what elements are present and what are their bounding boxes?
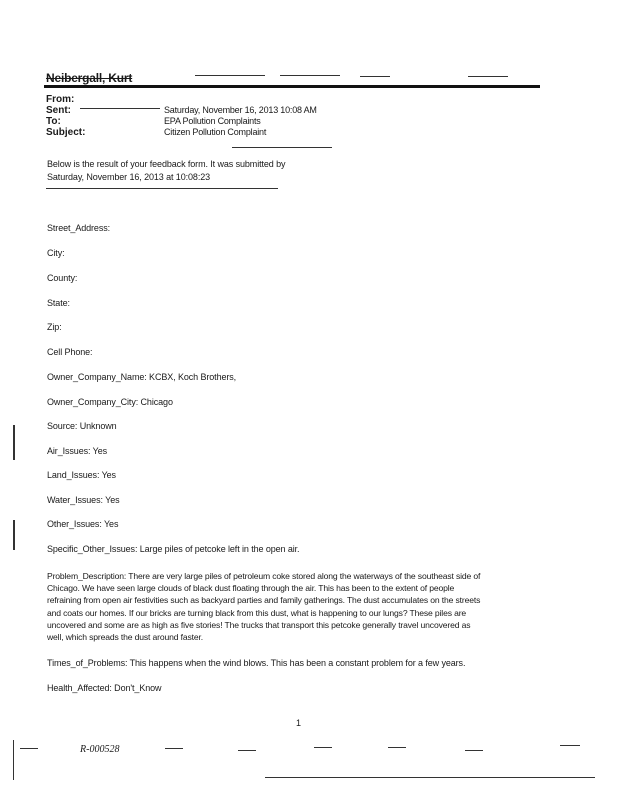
field-state: State: (47, 298, 70, 308)
sent-label: Sent: (46, 105, 71, 116)
field-county: County: (47, 273, 78, 283)
scan-artifact (468, 76, 508, 77)
scan-artifact (465, 750, 483, 751)
field-city: City: (47, 248, 65, 258)
field-air-issues: Air_Issues: Yes (47, 446, 108, 456)
field-specific-other-issues: Specific_Other_Issues: Large piles of petcoke left in the open air. (47, 544, 300, 554)
problem-description (47, 570, 547, 643)
field-health-affected: Health_Affected: Don't_Know (47, 683, 162, 693)
scan-artifact (360, 76, 390, 77)
scan-artifact (80, 108, 160, 109)
scan-artifact (20, 748, 38, 749)
intro-line-1: Below is the result of your feedback form. It was submitted by (47, 159, 286, 169)
bates-number: R-000528 (80, 744, 120, 755)
field-owner-company-city: Owner_Company_City: Chicago (47, 397, 173, 407)
field-street-address: Street_Address: (47, 223, 111, 233)
scan-artifact (280, 75, 340, 76)
scan-artifact (165, 748, 183, 749)
to-label: To: (46, 116, 61, 127)
scan-artifact (560, 745, 580, 746)
sent-value: Saturday, November 16, 2013 10:08 AM (164, 105, 317, 115)
field-owner-company-name: Owner_Company_Name: KCBX, Koch Brothers, (47, 372, 237, 382)
problem-description-line: well, which spreads the dust around faster. (47, 632, 203, 643)
field-source: Source: Unknown (47, 421, 117, 431)
scan-artifact (232, 147, 332, 148)
scan-artifact (195, 75, 265, 76)
scan-artifact (314, 747, 332, 748)
problem-description-line: Chicago. We have seen large clouds of black dust floating through the air. This has been to the extent of people (47, 583, 455, 594)
field-zip: Zip: (47, 322, 62, 332)
scan-artifact (265, 777, 595, 778)
header-rule (44, 85, 540, 88)
to-value: EPA Pollution Complaints (164, 116, 261, 126)
intro-divider (46, 188, 278, 189)
scan-artifact (13, 520, 15, 550)
problem-description-line: refraining from open air festivities such as backyard parties and family gatherings. The dust accumulates on the streets (47, 595, 481, 606)
sender-name: Neibergall, Kurt (46, 71, 133, 85)
scan-artifact (13, 740, 14, 780)
field-water-issues: Water_Issues: Yes (47, 495, 120, 505)
subject-label: Subject: (46, 127, 86, 138)
page-mark: 1 (296, 718, 302, 728)
scan-artifact (13, 425, 15, 460)
problem-description-line: uncovered and some are as high as five stories! The trucks that transport this petcoke generally travel uncovered as (47, 619, 471, 630)
from-label: From: (46, 94, 75, 105)
intro-line-2: Saturday, November 16, 2013 at 10:08:23 (47, 172, 211, 182)
field-cell-phone: Cell Phone: (47, 347, 93, 357)
problem-description-line: Problem_Description: There are very large piles of petroleum coke stored along the waterways of the southeast side of (47, 571, 481, 581)
field-other-issues: Other_Issues: Yes (47, 519, 119, 529)
field-times-of-problems: Times_of_Problems: This happens when the wind blows. This has been a constant problem for a few years. (47, 658, 466, 668)
scan-artifact (238, 750, 256, 751)
scan-artifact (388, 747, 406, 748)
subject-value: Citizen Pollution Complaint (164, 127, 267, 137)
field-land-issues: Land_Issues: Yes (47, 470, 116, 480)
problem-description-line: and coats our homes. If our bricks are turning black from this dust, what is happening to our lungs? These piles are (47, 607, 467, 618)
